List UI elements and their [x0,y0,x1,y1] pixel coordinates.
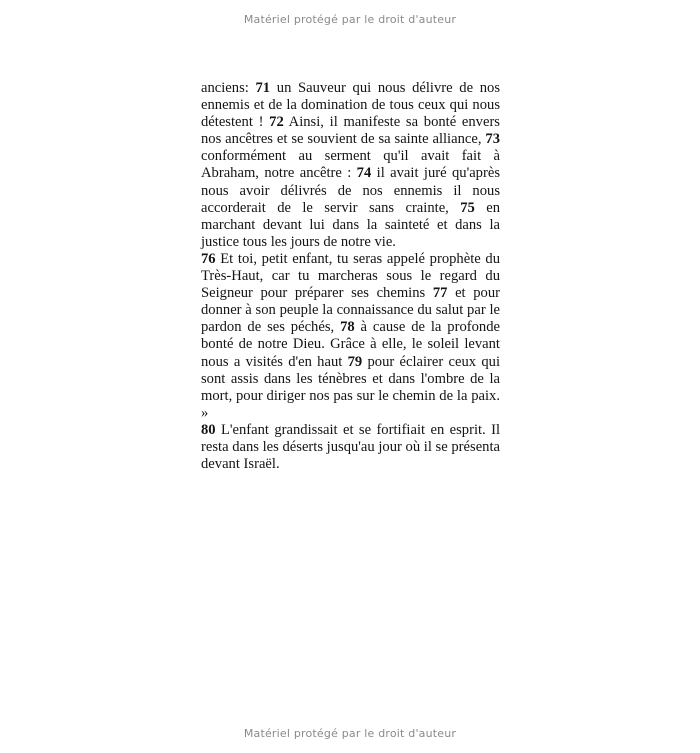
text-segment: anciens: [201,80,256,96]
watermark-bottom: Matériel protégé par le droit d'auteur [243,727,457,740]
verse-number: 73 [485,131,500,148]
text-segment: L'enfant grandissait et se fortifiait en esprit. Il resta dans les déserts jusqu'au jour où il se présenta devant Israël. [201,421,500,473]
verse-number: 71 [255,80,271,96]
paragraph [201,251,500,422]
text-segment: Et toi, petit enfant, tu seras appelé prophète du Très-Haut, car tu marcheras sous le regard du Seigneur pour préparer ses chemins [201,250,500,302]
verse-number: 80 [201,421,216,438]
text-segment: à cause de la profonde bonté de notre Dieu. Grâce à elle, le soleil levant nous a visités d'en haut [201,319,500,370]
verse-number: 78 [340,319,355,336]
scripture-text [201,80,500,473]
verse-number: 76 [201,250,216,267]
verse-number: 77 [432,285,448,302]
text-segment: Ainsi, il manifeste sa bonté envers nos ancêtres et se souvient de sa sainte alliance, [201,114,500,148]
text-segment: il avait juré qu'après nous avoir délivrés de nos ennemis il nous accorderait de le servir sans crainte, [201,165,500,216]
verse-number: 74 [356,165,372,182]
paragraph [201,80,500,251]
text-segment: un Sauveur qui nous délivre de nos ennemis et de la domination de tous ceux qui nous détestent ! [201,80,500,131]
paragraph [201,422,500,473]
text-segment: et pour donner à son peuple la connaissance du salut par le pardon de ses péchés, [201,285,500,336]
verse-number: 79 [347,353,363,370]
watermark-top: Matériel protégé par le droit d'auteur [243,13,457,26]
verse-number: 75 [460,199,475,216]
text-segment: en marchant devant lui dans la sainteté et dans la justice tous les jours de notre vie. [201,199,500,250]
verse-number: 72 [269,114,284,131]
text-segment: conformément au serment qu'il avait fait à Abraham, notre ancêtre : [201,148,500,182]
text-segment: pour éclairer ceux qui sont assis dans les ténèbres et dans l'ombre de la mort, pour diriger nos pas sur le chemin de la paix. » [201,353,501,421]
